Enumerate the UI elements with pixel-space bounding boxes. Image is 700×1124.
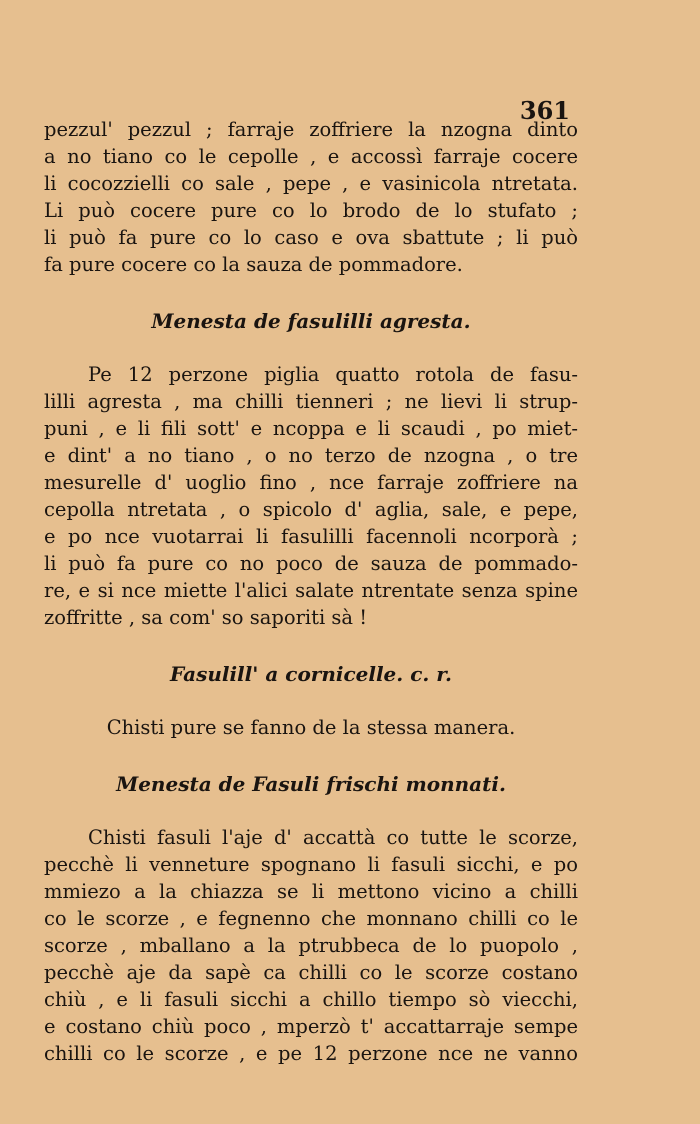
- text-line: li può fa pure co lo caso e ova sbattute ; li può: [44, 226, 578, 249]
- text-line: mmiezo a la chiazza se li mettono vicino a chilli: [44, 880, 578, 903]
- paragraph-fasuli-frischi: [44, 824, 578, 1067]
- text-line: lilli agresta , ma chilli tienneri ; ne lievi li strup-: [44, 390, 578, 413]
- paragraph-fasulilli-agresta: [44, 361, 578, 631]
- text-line: mesurelle d' uoglio fino , nce farraje zoffriere na: [44, 471, 578, 494]
- text-line: puni , e li fili sott' e ncoppa e li scaudi , po miet-: [44, 417, 578, 440]
- section-heading-fasulill-cornicelle: Fasulill' a cornicelle. c. r.: [170, 662, 452, 686]
- text-line: fa pure cocere co la sauza de pommadore.: [44, 253, 463, 276]
- text-line: a no tiano co le cepolle , e accossì farraje cocere: [44, 145, 578, 168]
- text-line: chiù , e li fasuli sicchi a chillo tiempo sò viecchi,: [44, 988, 578, 1011]
- text-line: e po nce vuotarrai li fasulilli facennoli ncorporà ;: [44, 525, 578, 548]
- paragraph-continuation: [44, 116, 578, 278]
- page-number: 361: [519, 96, 570, 125]
- text-line: Pe 12 perzone piglia quatto rotola de fasu-: [88, 363, 578, 386]
- text-line: chilli co le scorze , e pe 12 perzone nce ne vanno: [44, 1042, 578, 1065]
- section-heading-fasulilli-agresta: Menesta de fasulilli agresta.: [151, 309, 471, 333]
- text-line: zoffritte , sa com' so saporiti sà !: [44, 606, 368, 629]
- text-line: scorze , mballano a la ptrubbeca de lo puopolo ,: [44, 934, 578, 957]
- text-line: e costano chiù poco , mperzò t' accattarraje sempe: [44, 1015, 578, 1038]
- text-line: li cocozzielli co sale , pepe , e vasinicola ntretata.: [44, 172, 578, 195]
- text-line: li può fa pure co no poco de sauza de pommado-: [44, 552, 578, 575]
- text-line: Li può cocere pure co lo brodo de lo stufato ;: [44, 199, 578, 222]
- page-body: [44, 116, 578, 1067]
- text-line: pezzul' pezzul ; farraje zoffriere la nzogna dinto: [44, 118, 578, 141]
- text-line: re, e si nce miette l'alici salate ntrentate senza spine: [44, 579, 578, 602]
- text-line: pecchè aje da sapè ca chilli co le scorze costano: [44, 961, 578, 984]
- text-line: cepolla ntretata , o spicolo d' aglia, sale, e pepe,: [44, 498, 578, 521]
- text-line: co le scorze , e fegnenno che monnano chilli co le: [44, 907, 578, 930]
- paragraph-fasulill-cornicelle: Chisti pure se fanno de la stessa manera.: [106, 716, 516, 739]
- text-line: Chisti fasuli l'aje d' accattà co tutte le scorze,: [88, 826, 578, 849]
- section-heading-fasuli-frischi: Menesta de Fasuli frischi monnati.: [116, 772, 506, 796]
- text-line: pecchè li venneture spognano li fasuli sicchi, e po: [44, 853, 578, 876]
- text-line: e dint' a no tiano , o no terzo de nzogna , o tre: [44, 444, 578, 467]
